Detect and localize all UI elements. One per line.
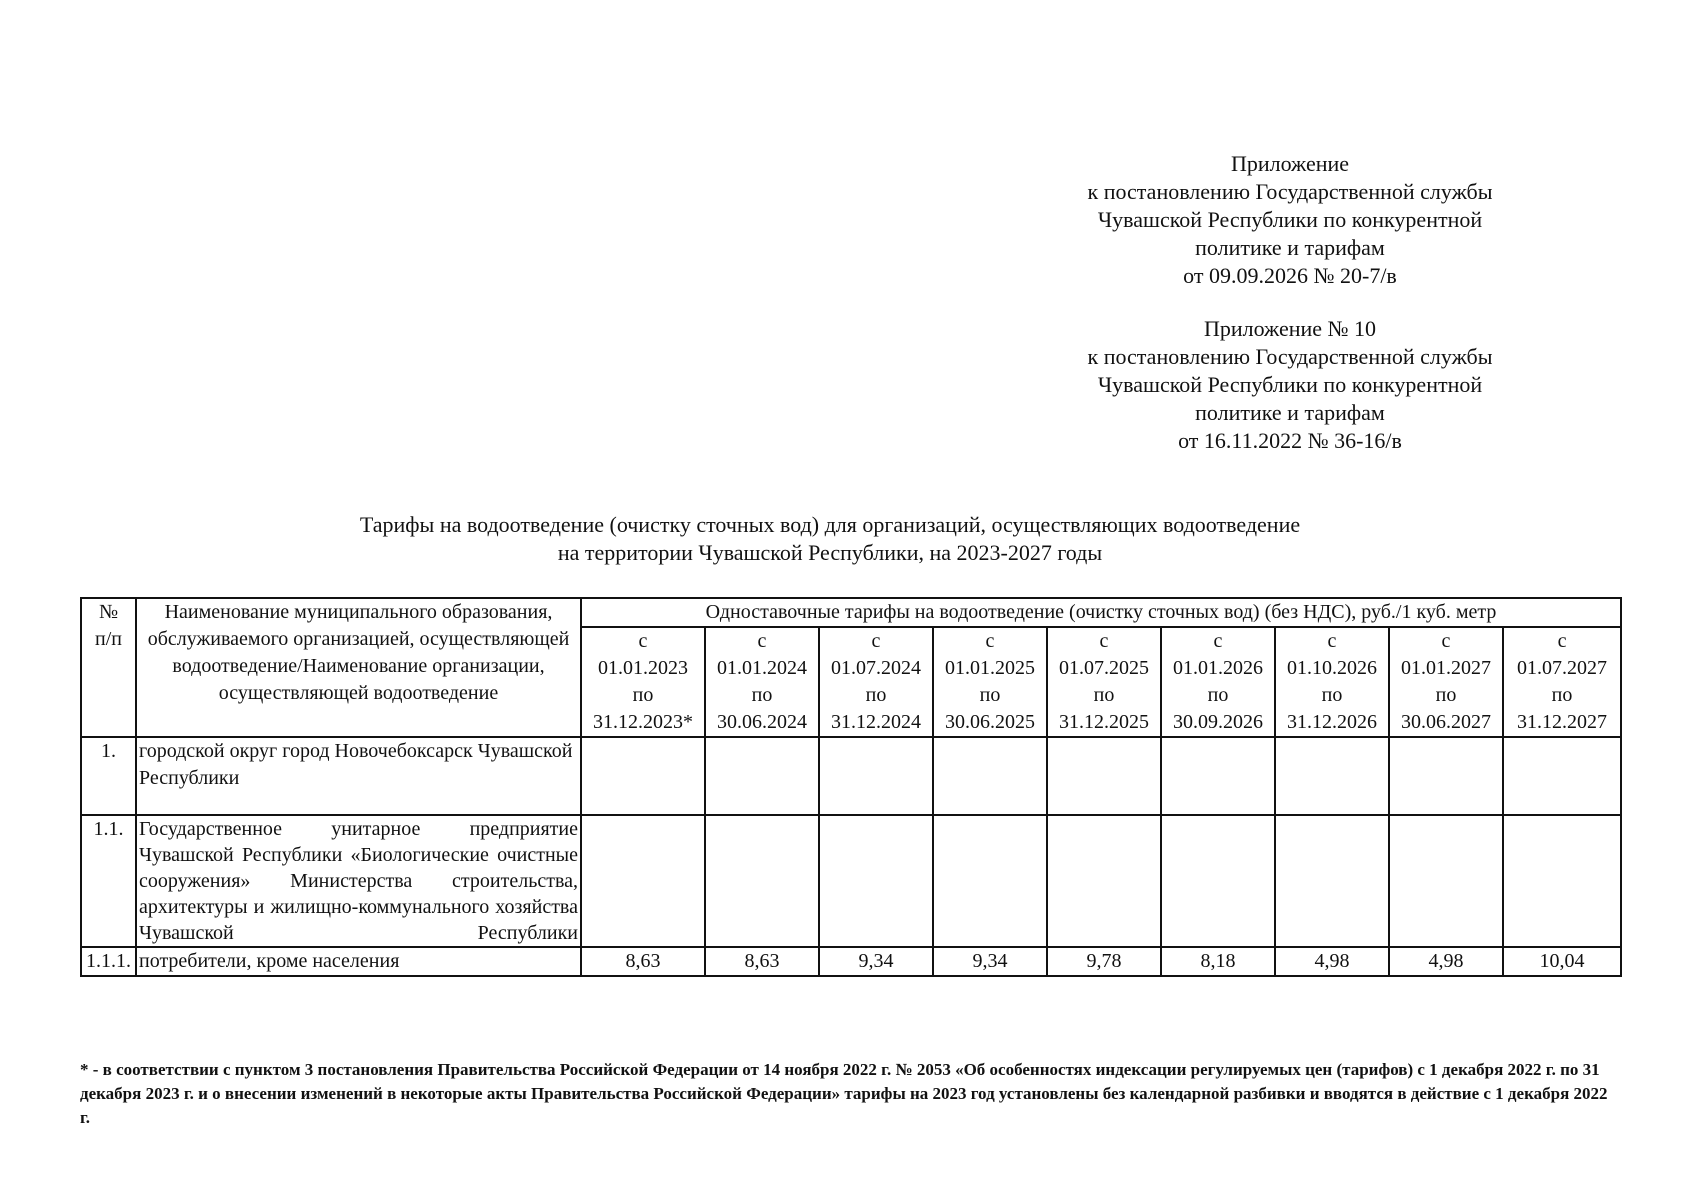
row-name: Государственное унитарное предприятие Чувашской Республики «Биологические очистные сооружения» Министерства строительства, архитектуры и жилищно-коммунального хозяйства Чувашской Республики: [136, 815, 581, 947]
tariff-value: [819, 815, 933, 947]
period-from: 01.07.2025: [1059, 657, 1149, 679]
header-line: к постановлению Государственной службы: [1087, 344, 1493, 369]
period-from-word: с: [757, 630, 767, 652]
period-from-word: с: [871, 630, 881, 652]
footnote: * - в соответствии с пунктом 3 постановления Правительства Российской Федерации от 14 ноября 2022 г. № 2053 «Об особенностях индексации регулируемых цен (тарифов) с 1 декабря 2022 г. по 31 декабря 2023 г. и о внесении изменений в некоторые акты Правительства Российской Федерации» тарифы на 2023 год установлены без календарной разбивки и вводятся в действие с 1 декабря 2022 г.: [80, 1060, 1608, 1127]
period-from-word: с: [1213, 630, 1223, 652]
tariff-value: [1503, 737, 1621, 815]
tariff-value: [1047, 737, 1161, 815]
tariff-value: 9,78: [1047, 947, 1161, 976]
period-header: [581, 627, 705, 737]
header-line: Чувашской Республики по конкурентной: [1097, 372, 1483, 397]
period-to: 30.06.2027: [1401, 711, 1491, 733]
approval-header: [1080, 150, 1500, 290]
header-line: от 09.09.2026 № 20-7/в: [1183, 263, 1397, 288]
tariff-value: [1389, 737, 1503, 815]
period-to: 31.12.2026: [1287, 711, 1377, 733]
row-number: 1.1.: [81, 815, 136, 947]
period-from-word: с: [985, 630, 995, 652]
tariff-value: [933, 815, 1047, 947]
period-header: [1047, 627, 1161, 737]
tariff-value: [705, 737, 819, 815]
period-to: 31.12.2023*: [593, 711, 693, 733]
period-from-word: с: [638, 630, 648, 652]
header-line: политике и тарифам: [1195, 400, 1385, 425]
period-from-word: с: [1099, 630, 1109, 652]
row-name: потребители, кроме населения: [136, 947, 581, 976]
tariff-value: 10,04: [1503, 947, 1621, 976]
tariff-value: 9,34: [933, 947, 1047, 976]
tariffs-table: [80, 597, 1622, 977]
tariff-value: 9,34: [819, 947, 933, 976]
period-to-word: по: [865, 684, 887, 706]
tariff-value: [1275, 737, 1389, 815]
col-number-label: п/п: [95, 628, 122, 650]
tariff-value: 4,98: [1275, 947, 1389, 976]
tariff-value: [705, 815, 819, 947]
period-from-word: с: [1327, 630, 1337, 652]
period-to: 31.12.2025: [1059, 711, 1149, 733]
period-header: [705, 627, 819, 737]
tariff-group-header: Одноставочные тарифы на водоотведение (очистку сточных вод) (без НДС), руб./1 куб. метр: [581, 598, 1621, 627]
col-name-header: Наименование муниципального образования, обслуживаемого организацией, осуществляющей водоотведение/Наименование организации, осуществляющей водоотведение: [136, 598, 581, 737]
tariff-value: [1161, 815, 1275, 947]
row-number: 1.: [81, 737, 136, 815]
period-from: 01.10.2026: [1287, 657, 1377, 679]
table-row: [81, 947, 1621, 976]
period-to: 31.12.2027: [1517, 711, 1608, 733]
period-to-word: по: [632, 684, 654, 706]
tariff-value: [1389, 815, 1503, 947]
row-number: 1.1.1.: [81, 947, 136, 976]
period-from-word: с: [1557, 630, 1567, 652]
header-line: Чувашской Республики по конкурентной: [1097, 207, 1483, 232]
period-from: 01.01.2024: [717, 657, 807, 679]
tariff-value: [581, 737, 705, 815]
period-to: 30.06.2024: [717, 711, 807, 733]
period-from: 01.01.2026: [1173, 657, 1263, 679]
tariff-value: [581, 815, 705, 947]
period-to-word: по: [1093, 684, 1115, 706]
period-header: [1503, 627, 1621, 737]
tariff-value: [1503, 815, 1621, 947]
table-row: [81, 815, 1621, 947]
table-header-row: [81, 598, 1621, 627]
header-line: Приложение: [1230, 151, 1350, 176]
period-from: 01.01.2027: [1401, 657, 1491, 679]
period-to-word: по: [751, 684, 773, 706]
tariff-value: [1161, 737, 1275, 815]
tariff-value: [1047, 815, 1161, 947]
period-header: [1275, 627, 1389, 737]
col-number-label: №: [98, 601, 119, 623]
period-header: [819, 627, 933, 737]
period-from: 01.01.2025: [945, 657, 1035, 679]
header-line: от 16.11.2022 № 36-16/в: [1178, 428, 1402, 453]
tariff-value: 8,18: [1161, 947, 1275, 976]
period-to-word: по: [1207, 684, 1229, 706]
document-title: [200, 511, 1460, 567]
tariff-value: [819, 737, 933, 815]
tariff-value: [933, 737, 1047, 815]
tariff-value: [1275, 815, 1389, 947]
period-to: 30.09.2026: [1173, 711, 1263, 733]
header-line: Приложение № 10: [1203, 316, 1377, 341]
period-from: 01.01.2023: [598, 657, 688, 679]
tariff-value: 8,63: [581, 947, 705, 976]
header-line: к постановлению Государственной службы: [1087, 179, 1493, 204]
tariff-value: 8,63: [705, 947, 819, 976]
table-row: [81, 737, 1621, 815]
period-header: [933, 627, 1047, 737]
period-from: 01.07.2024: [831, 657, 921, 679]
period-to-word: по: [979, 684, 1001, 706]
period-from: 01.07.2027: [1517, 657, 1608, 679]
tariff-value: 4,98: [1389, 947, 1503, 976]
period-from-word: с: [1441, 630, 1451, 652]
period-to: 30.06.2025: [945, 711, 1035, 733]
period-to-word: по: [1551, 684, 1573, 706]
row-name: городской округ город Новочебоксарск Чувашской Республики: [136, 737, 581, 815]
period-to-word: по: [1321, 684, 1343, 706]
header-line: политике и тарифам: [1195, 235, 1385, 260]
period-header: [1389, 627, 1503, 737]
period-header: [1161, 627, 1275, 737]
appendix-header: [1080, 315, 1500, 455]
title-line: Тарифы на водоотведение (очистку сточных вод) для организаций, осуществляющих водоотведение: [359, 512, 1301, 537]
period-to-word: по: [1435, 684, 1457, 706]
period-to: 31.12.2024: [831, 711, 921, 733]
col-number-header: [81, 598, 136, 737]
title-line: на территории Чувашской Республики, на 2023-2027 годы: [557, 540, 1103, 565]
